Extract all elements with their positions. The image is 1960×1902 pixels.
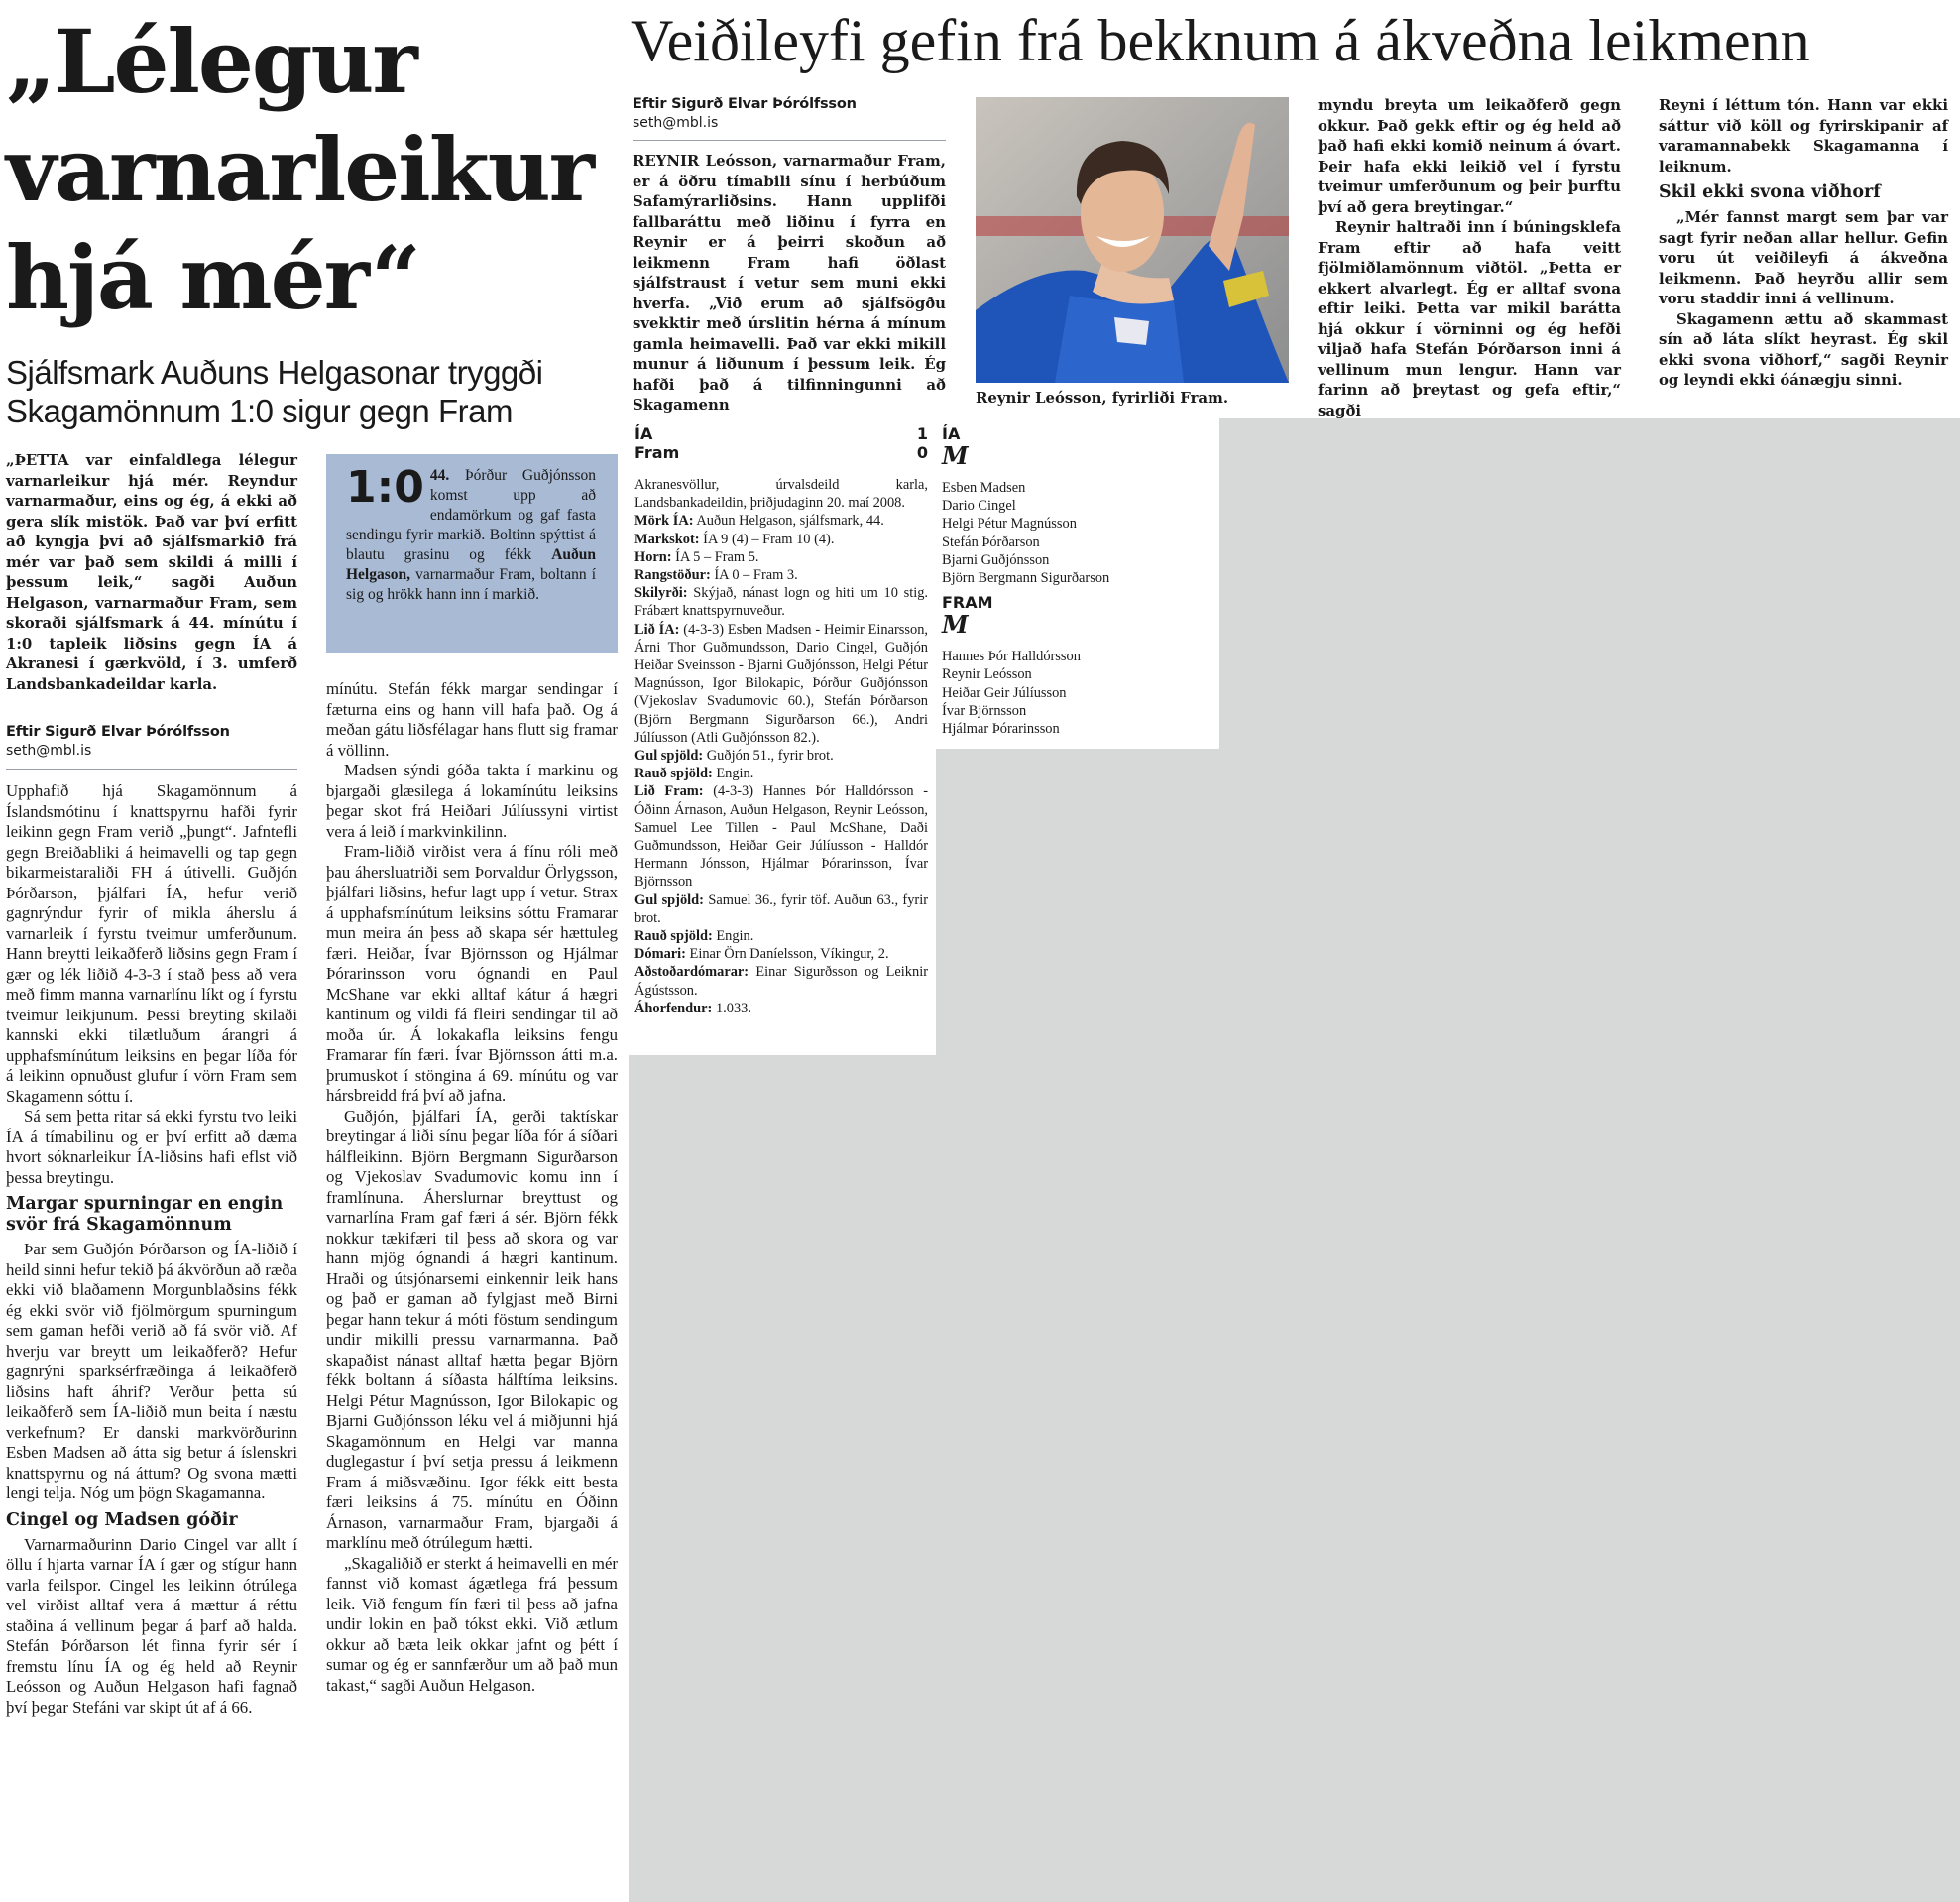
left-lead: „ÞETTA var einfaldlega lélegur varnarleikur hjá mér. Reyndur varnarmaður, eins og ég, á ekki að gera slík mistök. Það var því erfitt að kyngja því að sjálfsmarkið frá mér var það sem skildi á milli í þessum leik,“ sagði Auðun Helgason, varnarmaður Fram, sem skoraði sjálfsmark á 44. mínútu í 1:0 tapleik liðsins gegn ÍA á Akranesi í gærkvöld, í 3. umferð Landsbankadeildar karla.	[6, 451, 297, 693]
left-subhead-1: Margar spurningar en engin svör frá Skagamönnum	[6, 1194, 284, 1235]
paragraph: myndu breyta um leikaðferð gegn okkur. Það gekk eftir og ég held að það hafi ekki komið neinum á óvart. Þeir hafa ekki leikið vel í fyrstu tveimur umferðunum og þeir þurftu því að gera breytingar.“	[1318, 96, 1621, 216]
list-item: Esben Madsen	[942, 480, 1026, 496]
factbox-row: Gul spjöld: Samuel 36., fyrir töf. Auðun 63., fyrir brot.	[634, 892, 928, 926]
left-byline-name: Eftir Sigurð Elvar Þórólfsson	[6, 724, 230, 740]
left-byline-email: seth@mbl.is	[6, 743, 92, 759]
factbox-row: Áhorfendur: 1.033.	[634, 1000, 751, 1016]
right-byline-rule	[633, 140, 946, 141]
left-headline-line-1: „Lélegur	[6, 10, 416, 113]
goal-text-end: varnarmaður Fram, boltann í sig og hrökk hann inn í markið.	[346, 566, 596, 603]
list-item: Heiðar Geir Júlíusson	[942, 684, 1067, 701]
factbox-row: Lið ÍA: (4-3-3) Esben Madsen - Heimir Einarsson, Árni Thor Guðmundsson, Dario Cingel, Guðjón Heiðar Sveinsson - Bjarni Guðjónsson, Helgi Pétur Magnússon, Igor Bilokapic, Þórður Guðjónsson (Vjekoslav Svadumovic 60.), Stefán Þórðarson (Björn Bergmann Sigurðarson 66.), Andri Júlíusson (Atli Guðjónsson 82.).	[634, 621, 928, 746]
paragraph: Fram-liðið virðist vera á fínu róli með þau áhersluatriði sem Þorvaldur Örlygsson, þjálfari liðsins, hefur lagt upp í vetur. Strax á upphafsmínútum leiksins sóttu Framarar mun meira án þess að skapa sér hættuleg færi. Heiðar, Ívar Björnsson og Hjálmar Þórarinsson voru ógnandi en Paul McShane var ekki alltaf kátur á hægri kantinum og vildi fá fleiri sendingar til að moða úr. Á lokakafla leiksins fengu Framarar fín færi. Ívar Björnsson átti m.a. þrumuskot í stöngina á 69. mínútu og var hársbreidd frá því að jafna.	[326, 842, 618, 1105]
right-col1-body: REYNIR Leósson, varnarmaður Fram, er á öðru tímabili sínu í herbúðum Safamýrarliðsins. Hann upplifði fallbaráttu með liðinu í fyrra en Reynir er á þeirri skoðun að leikmenn Fram hafi öðlast sjálfstraust í vetur sem muni ekki hverfa. „Við erum að sjálfsögðu svekktir með úrslitin hérna á mínum gamla heimavelli. Það var ekki mikill munur á liðunum í þessum leik. Ég hafði það á tilfinningunni að Skagamenn	[633, 152, 946, 414]
right-col3-body	[1659, 207, 1948, 391]
list-item: Stefán Þórðarson	[942, 534, 1040, 550]
right-col3-first: Reyni í léttum tón. Hann var ekki sáttur við köll og fyrirskipanir af varamannabekk Skagamanna í leiknum.	[1659, 96, 1948, 176]
right-byline-name: Eftir Sigurð Elvar Þórólfsson	[633, 96, 857, 112]
right-subhead: Skil ekki svona viðhorf	[1659, 182, 1881, 202]
left-col1-body	[6, 781, 297, 1188]
left-col1-body-b	[6, 1240, 297, 1504]
left-headline-line-3: hjá mér“	[6, 226, 419, 329]
goal-box-text	[346, 462, 596, 605]
lineup-fram-players	[942, 648, 1211, 738]
goal-score: 1:0	[346, 462, 424, 513]
factbox-score-1: 1	[916, 424, 928, 443]
paragraph: Reynir haltraði inn í búningsklefa Fram eftir að hafa veitt fjölmiðlamönnum viðtöl. „Þetta er ekkert alvarlegt. Ég er alltaf svona eftir leiki. Þetta var mikil barátta hjá okkur í vörninni og ég hefði viljað hafa Stefán Þórðarson inni á vellinum mun lengur. Hann var farinn að þreytast og gefa eftir,“ sagði	[1318, 218, 1621, 419]
list-item: Ívar Björnsson	[942, 702, 1027, 719]
factbox-row: Aðstoðardómarar: Einar Sigurðsson og Leiknir Ágústsson.	[634, 964, 928, 999]
lineup-fram-label: FRAM	[942, 593, 993, 613]
list-item: Reynir Leósson	[942, 666, 1032, 683]
left-column-1	[6, 450, 297, 1718]
factbox-row: Skilyrði: Skýjað, nánast logn og hiti um 10 stig. Frábært knattspyrnuveður.	[634, 585, 928, 620]
mbl-logo-icon: M	[942, 610, 969, 640]
player-photo-image	[976, 97, 1289, 383]
paragraph: mínútu. Stefán fékk margar sendingar í fæturna eins og hann vill hafa það. Og á meðan gátu liðsfélagar hans flutt sig framar á völlinn.	[326, 679, 618, 760]
factbox-row: Akranesvöllur, úrvalsdeild karla, Landsbankadeildin, þriðjudaginn 20. maí 2008.	[634, 477, 928, 512]
paragraph: Þar sem Guðjón Þórðarson og ÍA-liðið í heild sinni hefur tekið þá ákvörðun að ræða ekki við blaðamenn Morgunblaðsins fékk ég ekki svör við fjölmörgum spurningum sem gaman hefði verið að fá svör við. Af hverju var breytt um leikaðferð? Hefur gagnrýni sparksérfræðinga á leikaðferð liðsins haft áhrif? Verður þetta sú leikaðferð sem ÍA-liðið mun beita í næstu verkefnum? Er danski markvörðurinn Esben Madsen að átta sig betur á íslenskri knattspyrnu og ná áttum? Og svona mætti lengi telja. Nóg um þögn Skagamanna.	[6, 1240, 297, 1502]
left-subhead-2: Cingel og Madsen góðir	[6, 1509, 238, 1530]
goal-scorer: Auðun Helgason,	[346, 546, 596, 583]
goal-box	[326, 454, 618, 653]
paragraph: Skagamenn ættu að skammast sín að láta slíkt heyrast. Ég skil ekki svona viðhorf,“ sagði Reynir og leyndi ekki óánægju sinni.	[1659, 309, 1948, 389]
right-byline-email: seth@mbl.is	[633, 115, 719, 131]
lineup-ia-players	[942, 479, 1211, 587]
left-column-2	[326, 679, 618, 1696]
factbox-row: Rangstöður: ÍA 0 – Fram 3.	[634, 567, 798, 584]
factbox-score-row-1	[634, 424, 928, 443]
paragraph: Sá sem þetta ritar sá ekki fyrstu tvo leiki ÍA á tímabilinu og er því erfitt að dæma hvort sóknarleikur ÍA-liðsins hafi eflst við þessa breytingu.	[6, 1107, 297, 1187]
right-headline: Veiðileyfi gefin frá bekknum á ákveðna leikmenn	[631, 8, 1810, 73]
lineup-ia-label: ÍA	[942, 424, 961, 443]
right-column-2	[1318, 95, 1621, 420]
mbl-logo-icon: M	[942, 441, 969, 470]
list-item: Dario Cingel	[942, 498, 1016, 515]
left-col1-body-c	[6, 1535, 297, 1719]
factbox-team-1: ÍA	[634, 424, 653, 443]
left-headline	[6, 8, 621, 332]
factbox-row: Horn: ÍA 5 – Fram 5.	[634, 548, 759, 565]
left-subheadline-line-1: Sjálfsmark Auðuns Helgasonar tryggði	[6, 354, 543, 391]
right-column-1	[633, 94, 946, 416]
left-subheadline-line-2: Skagamönnum 1:0 sigur gegn Fram	[6, 393, 513, 429]
player-photo	[976, 97, 1289, 383]
left-subheadline	[6, 353, 621, 430]
left-byline-rule	[6, 769, 297, 770]
factbox-row: Rauð spjöld: Engin.	[634, 766, 754, 782]
factbox-row: Markskot: ÍA 9 (4) – Fram 10 (4).	[634, 531, 835, 547]
list-item: Hjálmar Þórarinsson	[942, 721, 1060, 738]
factbox-stats	[634, 424, 928, 1017]
list-item: Hannes Þór Halldórsson	[942, 649, 1081, 665]
factbox-row: Gul spjöld: Guðjón 51., fyrir brot.	[634, 748, 834, 765]
factbox-row: Dómari: Einar Örn Daníelsson, Víkingur, 2.	[634, 946, 889, 963]
paragraph: Guðjón, þjálfari ÍA, gerði taktískar breytingar á liði sínu þegar líða fór á síðari hálfleikinn. Björn Bergmann Sigurðarson og Vjekoslav Svadumovic komu inn í framlínuna. Áherslurnar breyttust og varnarlína Fram gaf færi á sér. Björn fékk nokkur tækifæri til þess að skora og var hann mjög ógnandi á hægri kantinum. Hraði og útsjónarsemi einkennir leik hans og það er gaman að fylgjast með Birni þegar hann tekur á móti föstum sendingum undir mikilli pressu varnarmanna. Það skapaðist nánast alltaf hætta þegar Björn fékk boltann á síðasta hálftíma leiksins. Helgi Pétur Magnússon, Igor Bilokapic og Bjarni Guðjónsson léku vel á miðjunni hjá Skagamönnum en Helgi var manna duglegastur í því setja pressu á leikmenn Fram á miðsvæðinu. Igor fékk eitt besta færi leiksins á 75. mínútu en Óðinn Árnason, varnarmaður Fram, bjargaði á marklínu með ótrúlegum hætti.	[326, 1106, 618, 1552]
paragraph: Varnarmaðurinn Dario Cingel var allt í öllu í hjarta varnar ÍA í gær og stígur hann varla feilspor. Cingel les leikinn ótrúlega vel virðist alltaf vera á mættur á réttu staðina á vellinum þegar á þarf að halda. Stefán Þórðarson lét finna fyrir sér í fremstu línu ÍA og ég held að Reynir Leósson og Auðun Helgason hafi fagnað því þegar Stefáni var skipt út af á 66.	[6, 1534, 297, 1717]
goal-minute: 44.	[429, 467, 450, 484]
factbox-score-row-2	[634, 443, 928, 462]
factbox-row: Mörk ÍA: Auðun Helgason, sjálfsmark, 44.	[634, 513, 884, 530]
paragraph: „Skagaliðið er sterkt á heimavelli en mér fannst við komast ágætlega frá þessum leik. Við fengum fín færi til þess að jafna undir lokin en það tókst ekki. Við ætlum okkur að bæta leik okkar jafnt og þétt í sumar og ég er sannfærður um að það mun takast,“ sagði Auðun Helgason.	[326, 1553, 618, 1695]
list-item: Bjarni Guðjónsson	[942, 551, 1050, 568]
paragraph: Upphafið hjá Skagamönnum á Íslandsmótinu í knattspyrnu hafði fyrir leikinn gegn Fram verið „þungt“. Jafntefli gegn Breiðabliki á heimavelli og tap gegn bikarmeistaraliði FH á útivelli. Guðjón Þórðarson, þjálfari ÍA, hefur verið gagnrýndur fyrir of mikla áherslu á varnarleik í fyrstu tveimur umferðunum. Hann breytti leikaðferð liðsins gegn Fram í gær og lék liðið 4-3-3 í stað þess að vera með fimm manna varnarlínu líkt og í fyrstu tveimur leikjunum. Þessi breyting skilaði kannski ekki tilætluðum árangri á upphafsmínútum leiksins en þegar líða fór á leikinn opnuðust glufur í vörn Fram sem Skagamenn sóttu í.	[6, 781, 297, 1106]
paragraph: Madsen sýndi góða takta í markinu og bjargaði glæsilega á lokamínútu leiksins þegar skot frá Heiðari Júlíussyni virtist vera á leið í markvinkilinn.	[326, 761, 618, 841]
factbox-lineup	[942, 424, 1211, 738]
factbox-details	[634, 476, 928, 1017]
list-item: Björn Bergmann Sigurðarson	[942, 570, 1110, 587]
paragraph: „Mér fannst margt sem þar var sagt fyrir neðan allar hellur. Gefin voru út veiðileyfi á ákveðna leikmenn. Það heyrðu allir sem voru staddir inni á vellinum.	[1659, 208, 1948, 307]
factbox-score-2: 0	[916, 443, 928, 462]
photo-caption: Reynir Leósson, fyrirliði Fram.	[976, 389, 1229, 407]
right-column-3	[1659, 95, 1948, 391]
left-headline-line-2: varnarleikur	[6, 118, 594, 221]
factbox-row: Lið Fram: (4-3-3) Hannes Þór Halldórsson - Óðinn Árnason, Auðun Helgason, Reynir Leósson, Samuel Lee Tillen - Paul McShane, Daði Guðmundsson, Heiðar Geir Júlíusson - Halldór Hermann Jónsson, Hjálmar Þórarinsson, Ívar Björnsson	[634, 783, 929, 891]
list-item: Helgi Pétur Magnússon	[942, 516, 1077, 533]
factbox-team-2: Fram	[634, 443, 680, 462]
goal-text: Þórður Guðjónsson komst upp að endamörkum og gaf fasta sendingu fyrir markið. Boltinn spýttist á blautu grasinu og fékk	[346, 467, 596, 563]
factbox-row: Rauð spjöld: Engin.	[634, 928, 754, 945]
